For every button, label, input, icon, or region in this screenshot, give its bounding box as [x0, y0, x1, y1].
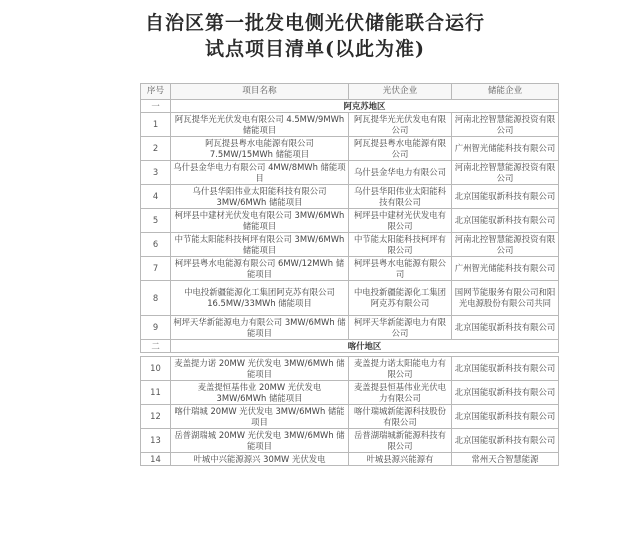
project-name: 中节能太阳能科技柯坪有限公司 3MW/6MWh 储能项目 — [171, 233, 349, 257]
document-title-line1: 自治区第一批发电侧光伏储能联合运行 — [144, 12, 485, 34]
region-label: 喀什地区 — [171, 340, 559, 353]
project-name: 柯坪县中建材光伏发电有限公司 3MW/6MWh 储能项目 — [171, 209, 349, 233]
row-number: 12 — [141, 405, 171, 429]
header-project-name: 项目名称 — [171, 84, 349, 100]
storage-company: 河南北控智慧能源投资有限公司 — [452, 161, 559, 185]
table-row — [141, 429, 559, 453]
pv-company: 中节能太阳能科技柯坪有限公司 — [349, 233, 452, 257]
row-number: 2 — [141, 137, 171, 161]
storage-company: 北京国能驭新科技有限公司 — [452, 381, 559, 405]
region-index: 一 — [141, 100, 171, 113]
storage-company: 北京国能驭新科技有限公司 — [452, 429, 559, 453]
storage-company: 北京国能驭新科技有限公司 — [452, 316, 559, 340]
storage-company: 国网节能服务有限公司和阳光电源股份有限公司共同 — [452, 281, 559, 316]
pv-company: 柯坪县粤水电能源有限公司 — [349, 257, 452, 281]
storage-company: 北京国能驭新科技有限公司 — [452, 185, 559, 209]
project-list-table — [140, 83, 559, 466]
row-number: 7 — [141, 257, 171, 281]
table-header-row — [141, 84, 559, 100]
project-name: 柯坪县粤水电能源有限公司 6MW/12MWh 储能项目 — [171, 257, 349, 281]
project-name: 柯坪天华新能源电力有限公司 3MW/6MWh 储能项目 — [171, 316, 349, 340]
project-name: 麦盖提力诺 20MW 光伏发电 3MW/6MWh 储能项目 — [171, 357, 349, 381]
storage-company: 河南北控智慧能源投资有限公司 — [452, 113, 559, 137]
pv-company: 柯坪天华新能源电力有限公司 — [349, 316, 452, 340]
table-row — [141, 453, 559, 466]
region-row — [141, 100, 559, 113]
storage-company: 北京国能驭新科技有限公司 — [452, 209, 559, 233]
storage-company: 广州智光储能科技有限公司 — [452, 257, 559, 281]
document-title-line2: 试点项目清单(以此为准) — [205, 38, 425, 60]
row-number: 9 — [141, 316, 171, 340]
pv-company: 叶城县源兴能源有 — [349, 453, 452, 466]
table-row — [141, 257, 559, 281]
pv-company: 麦盖提力诺太阳能电力有限公司 — [349, 357, 452, 381]
storage-company: 北京国能驭新科技有限公司 — [452, 405, 559, 429]
row-number: 11 — [141, 381, 171, 405]
storage-company: 河南北控智慧能源投资有限公司 — [452, 233, 559, 257]
project-name: 岳普湖瑞城 20MW 光伏发电 3MW/6MWh 储能项目 — [171, 429, 349, 453]
table-row — [141, 185, 559, 209]
table-row — [141, 161, 559, 185]
project-name: 乌什县华阳伟业太阳能科技有限公司 3MW/6MWh 储能项目 — [171, 185, 349, 209]
region-index: 二 — [141, 340, 171, 353]
table-row — [141, 381, 559, 405]
table-row — [141, 233, 559, 257]
storage-company: 广州智光储能科技有限公司 — [452, 137, 559, 161]
row-number: 8 — [141, 281, 171, 316]
table-row — [141, 137, 559, 161]
row-number: 3 — [141, 161, 171, 185]
storage-company: 常州天合智慧能源 — [452, 453, 559, 466]
row-number: 5 — [141, 209, 171, 233]
pv-company: 柯坪县中建材光伏发电有限公司 — [349, 209, 452, 233]
pv-company: 乌什县华阳伟业太阳能科技有限公司 — [349, 185, 452, 209]
row-number: 4 — [141, 185, 171, 209]
storage-company: 北京国能驭新科技有限公司 — [452, 357, 559, 381]
region-label: 阿克苏地区 — [171, 100, 559, 113]
header-index: 序号 — [141, 84, 171, 100]
header-storage-company: 储能企业 — [452, 84, 559, 100]
table-row — [141, 209, 559, 233]
row-number: 10 — [141, 357, 171, 381]
table-row — [141, 281, 559, 316]
table-row — [141, 316, 559, 340]
table-row — [141, 405, 559, 429]
project-name: 麦盖提恒基伟业 20MW 光伏发电 3MW/6MWh 储能项目 — [171, 381, 349, 405]
row-number: 14 — [141, 453, 171, 466]
table-row — [141, 357, 559, 381]
project-name: 乌什县金华电力有限公司 4MW/8MWh 储能项目 — [171, 161, 349, 185]
row-number: 13 — [141, 429, 171, 453]
pv-company: 喀什瑞城新能源科技股份有限公司 — [349, 405, 452, 429]
header-pv-company: 光伏企业 — [349, 84, 452, 100]
row-number: 6 — [141, 233, 171, 257]
pv-company: 乌什县金华电力有限公司 — [349, 161, 452, 185]
project-name: 叶城中兴能源源兴 30MW 光伏发电 — [171, 453, 349, 466]
pv-company: 阿瓦提县粤水电能源有限公司 — [349, 137, 452, 161]
row-number: 1 — [141, 113, 171, 137]
region-row — [141, 340, 559, 353]
project-name: 阿瓦提华光光伏发电有限公司 4.5MW/9MWh 储能项目 — [171, 113, 349, 137]
pv-company: 岳普湖瑞城新能源科技有限公司 — [349, 429, 452, 453]
table-row — [141, 113, 559, 137]
project-name: 喀什瑞城 20MW 光伏发电 3MW/6MWh 储能项目 — [171, 405, 349, 429]
pv-company: 麦盖提县恒基伟业光伏电力有限公司 — [349, 381, 452, 405]
project-name: 阿瓦提县粤水电能源有限公司 7.5MW/15MWh 储能项目 — [171, 137, 349, 161]
pv-company: 中电投新疆能源化工集团阿克苏有限公司 — [349, 281, 452, 316]
project-name: 中电投新疆能源化工集团阿克苏有限公司 16.5MW/33MWh 储能项目 — [171, 281, 349, 316]
pv-company: 阿瓦提华光光伏发电有限公司 — [349, 113, 452, 137]
